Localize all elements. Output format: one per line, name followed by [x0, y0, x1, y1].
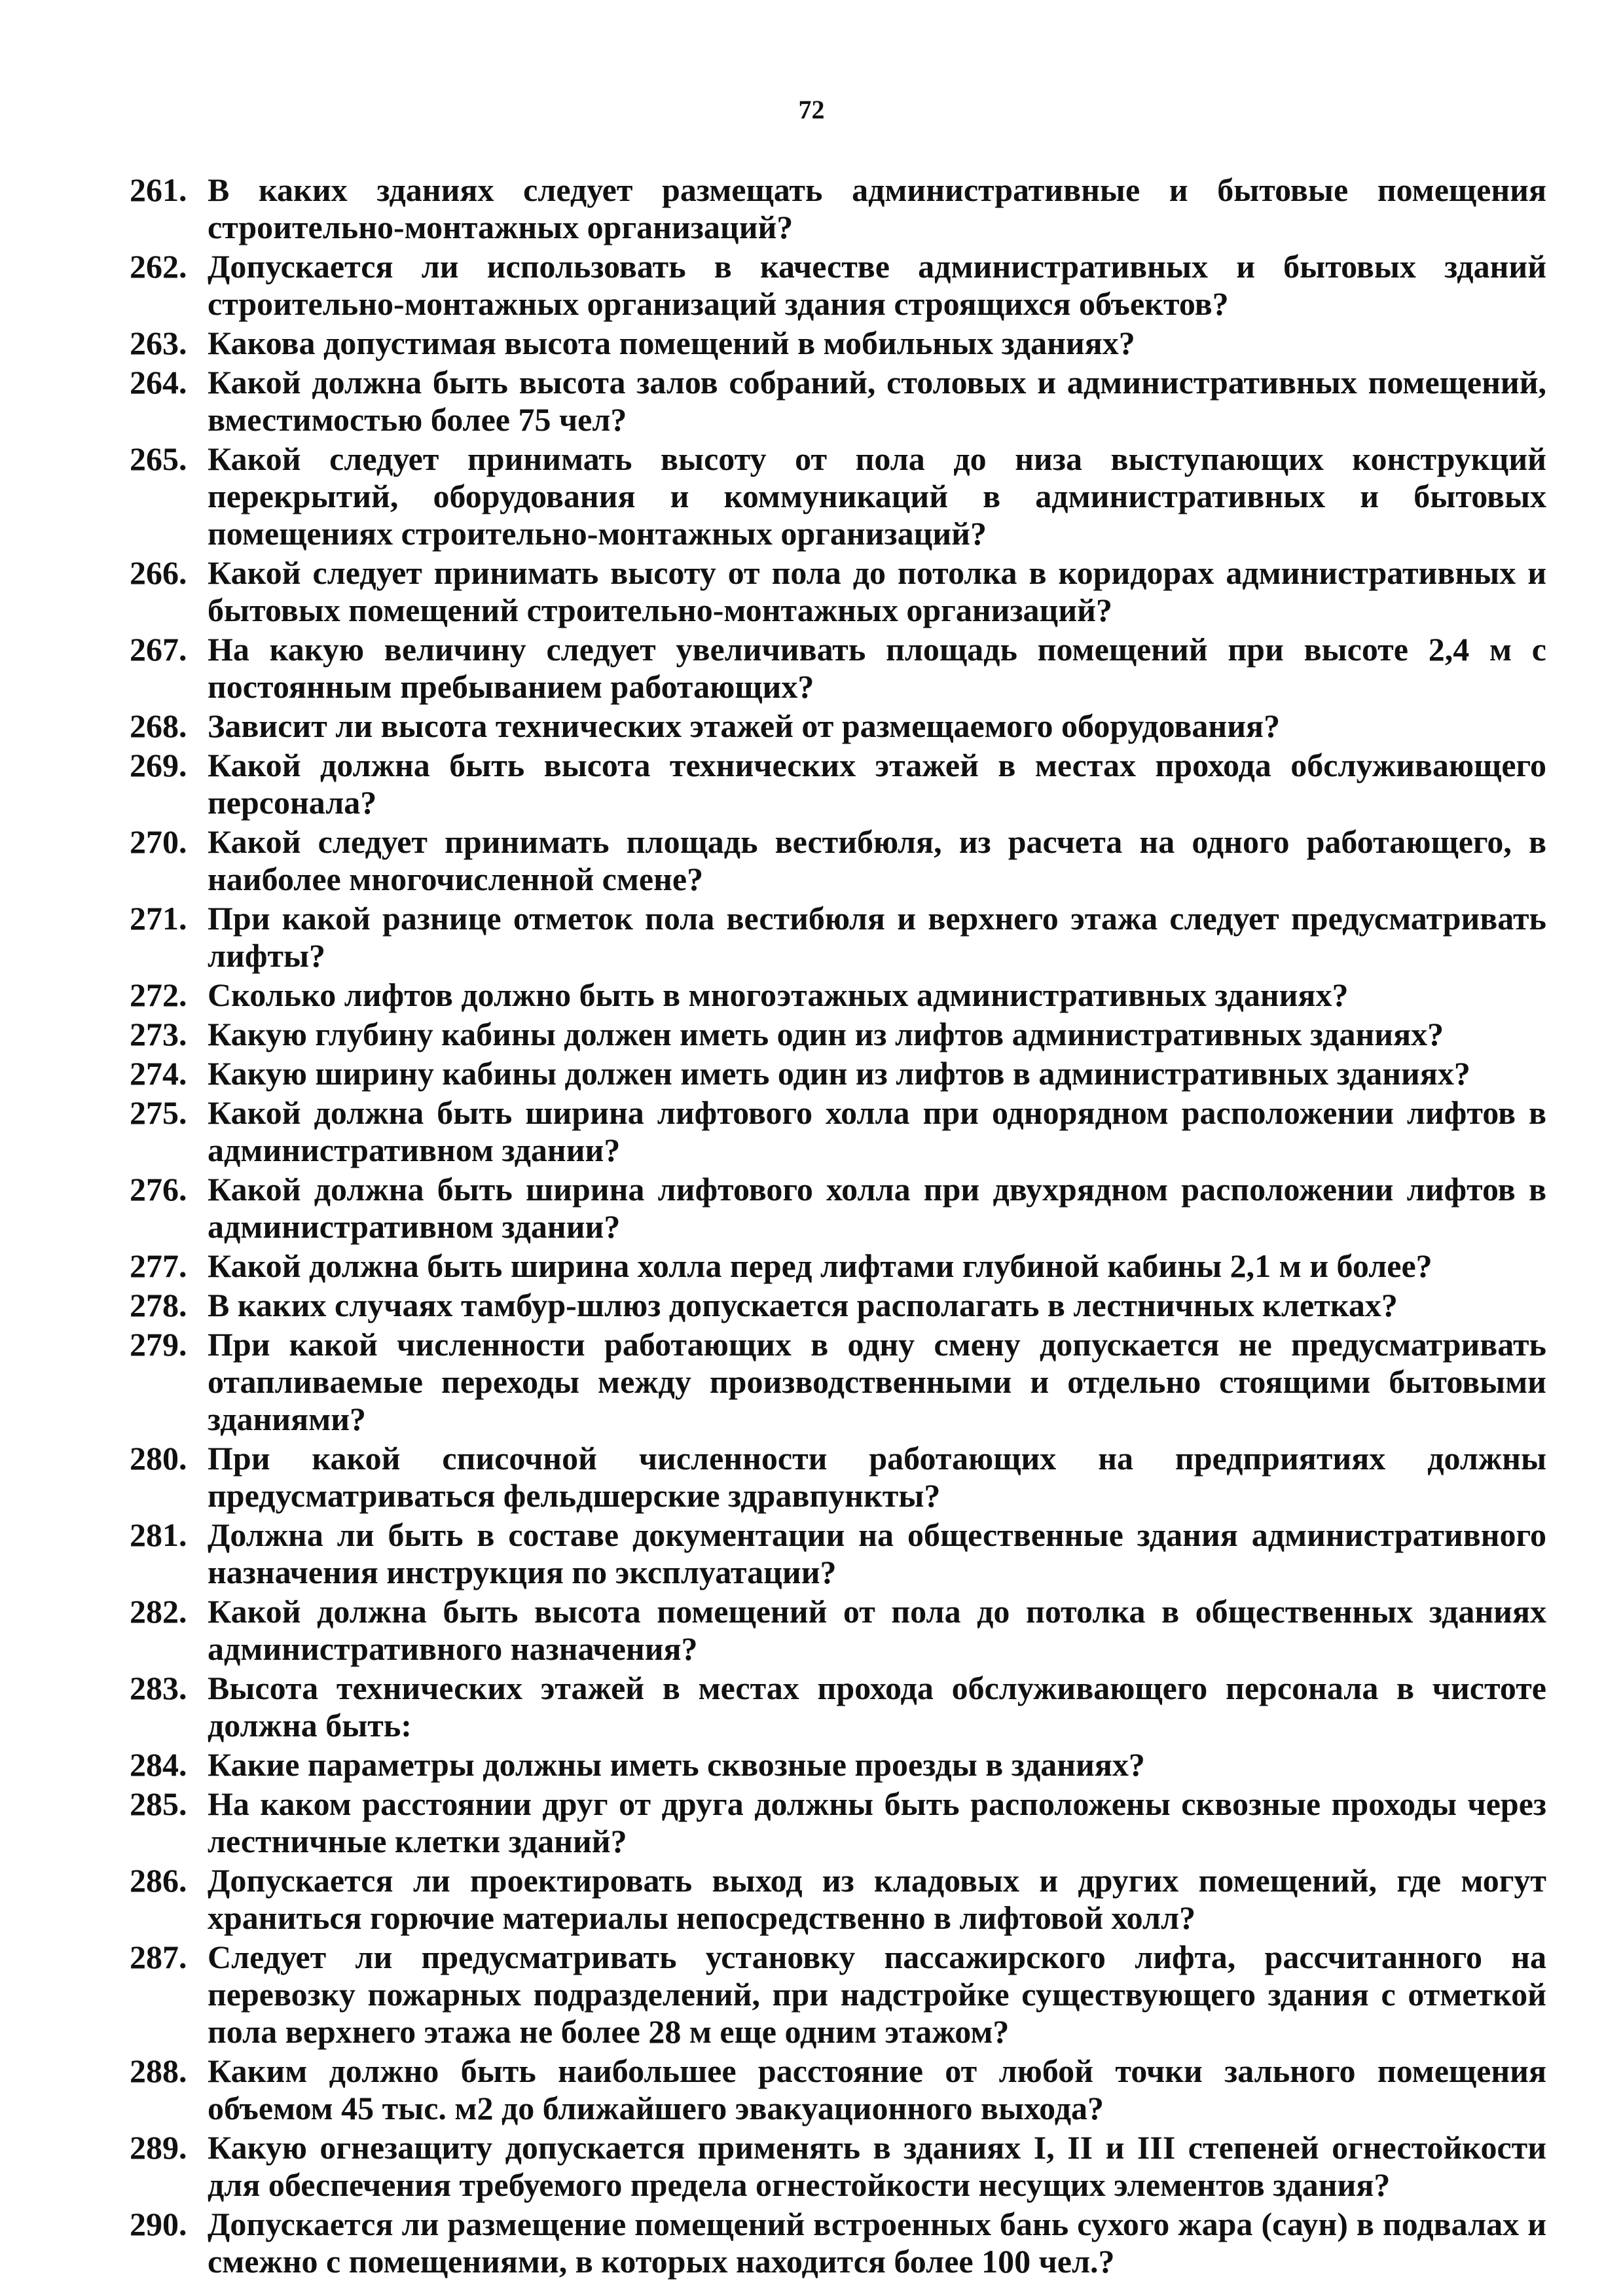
question-number: 280.: [130, 1440, 187, 1477]
question-item: [130, 1016, 1546, 1053]
question-item: [130, 1055, 1546, 1092]
question-text: Какую ширину кабины должен иметь один из лифтов в административных зданиях?: [208, 1055, 1470, 1092]
question-number: 284.: [130, 1746, 187, 1783]
question-item: [130, 440, 1546, 552]
question-number: 288.: [130, 2053, 187, 2089]
question-number: 274.: [130, 1055, 187, 1092]
question-text: Высота технических этажей в местах прохода обслуживающего персонала в чистоте должна быть:: [208, 1670, 1546, 1744]
question-text: Каким должно быть наибольшее расстояние от любой точки зального помещения объемом 45 тыс. м2 до ближайшего эвакуационного выхода?: [208, 2053, 1546, 2126]
question-text: В каких случаях тамбур-шлюз допускается располагать в лестничных клетках?: [208, 1287, 1398, 1323]
question-item: [130, 248, 1546, 323]
question-item: [130, 708, 1546, 745]
question-text: При какой списочной численности работающих на предприятиях должны предусматриваться фельдшерские здравпункты?: [208, 1440, 1546, 1514]
question-text: На какую величину следует увеличивать площадь помещений при высоте 2,4 м с постоянным пребыванием работающих?: [208, 631, 1546, 705]
question-item: [130, 2053, 1546, 2127]
question-number: 262.: [130, 248, 187, 285]
question-item: [130, 1516, 1546, 1591]
question-item: [130, 364, 1546, 439]
question-text: Допускается ли использовать в качестве административных и бытовых зданий строительно-монтажных организаций здания строящихся объектов?: [208, 248, 1546, 322]
question-text: Какую глубину кабины должен иметь один из лифтов административных зданиях?: [208, 1016, 1444, 1052]
question-text: Какой должна быть ширина лифтового холла при двухрядном расположении лифтов в административном здании?: [208, 1171, 1546, 1245]
question-number: 268.: [130, 708, 187, 744]
question-text: На каком расстоянии друг от друга должны быть расположены сквозные проходы через лестничные клетки зданий?: [208, 1785, 1546, 1859]
question-item: [130, 1171, 1546, 1246]
question-number: 276.: [130, 1171, 187, 1208]
question-number: 272.: [130, 977, 187, 1013]
question-item: [130, 1326, 1546, 1438]
question-number: 261.: [130, 171, 187, 208]
question-text: При какой численности работающих в одну смену допускается не предусматривать отапливаемые переходы между производственными и отдельно стоящими бытовыми зданиями?: [208, 1326, 1546, 1437]
question-text: Какие параметры должны иметь сквозные проезды в зданиях?: [208, 1746, 1145, 1783]
question-item: [130, 1746, 1546, 1784]
question-number: 275.: [130, 1094, 187, 1131]
question-number: 267.: [130, 631, 187, 668]
question-item: [130, 1785, 1546, 1860]
question-text: Какой должна быть высота залов собраний, столовых и административных помещений, вместимостью более 75 чел?: [208, 364, 1546, 438]
question-number: 271.: [130, 900, 187, 937]
question-number: 277.: [130, 1247, 187, 1284]
question-item: [130, 900, 1546, 975]
question-number: 266.: [130, 554, 187, 591]
question-item: [130, 1939, 1546, 2051]
question-number: 285.: [130, 1785, 187, 1822]
question-text: Какой должна быть ширина лифтового холла при однорядном расположении лифтов в административном здании?: [208, 1094, 1546, 1168]
question-text: Какой следует принимать высоту от пола до низа выступающих конструкций перекрытий, оборудования и коммуникаций в административных и бытовых помещениях строительно-монтажных организаций?: [208, 440, 1546, 552]
question-number: 289.: [130, 2129, 187, 2166]
question-item: [130, 2129, 1546, 2204]
question-item: [130, 747, 1546, 821]
question-item: [130, 325, 1546, 362]
question-text: Зависит ли высота технических этажей от размещаемого оборудования?: [208, 708, 1281, 744]
question-text: Какой следует принимать высоту от пола до потолка в коридорах административных и бытовых помещений строительно-монтажных организаций?: [208, 554, 1546, 628]
question-number: 287.: [130, 1939, 187, 1975]
question-text: Допускается ли проектировать выход из кладовых и других помещений, где могут храниться горючие материалы непосредственно в лифтовой холл?: [208, 1862, 1546, 1936]
question-text: Какую огнезащиту допускается применять в зданиях I, II и III степеней огнестойкости для обеспечения требуемого предела огнестойкости несущих элементов здания?: [208, 2129, 1546, 2203]
question-item: [130, 171, 1546, 246]
question-number: 279.: [130, 1326, 187, 1363]
question-number: 270.: [130, 823, 187, 860]
question-text: При какой разнице отметок пола вестибюля и верхнего этажа следует предусматривать лифты?: [208, 900, 1546, 974]
question-list: [130, 171, 1546, 2282]
question-number: 264.: [130, 364, 187, 401]
question-number: 263.: [130, 325, 187, 361]
question-number: 269.: [130, 747, 187, 783]
question-text: Какой должна быть высота помещений от пола до потолка в общественных зданиях административного назначения?: [208, 1593, 1546, 1667]
question-item: [130, 1247, 1546, 1285]
question-text: Какой следует принимать площадь вестибюля, из расчета на одного работающего, в наиболее многочисленной смене?: [208, 823, 1546, 897]
question-number: 282.: [130, 1593, 187, 1630]
question-text: Должна ли быть в составе документации на общественные здания административного назначения инструкция по эксплуатации?: [208, 1516, 1546, 1590]
question-number: 283.: [130, 1670, 187, 1706]
question-number: 281.: [130, 1516, 187, 1553]
question-text: Какой должна быть высота технических этажей в местах прохода обслуживающего персонала?: [208, 747, 1546, 821]
question-item: [130, 1094, 1546, 1169]
page-number: 72: [798, 95, 825, 124]
question-item: [130, 823, 1546, 898]
question-text: Сколько лифтов должно быть в многоэтажных административных зданиях?: [208, 977, 1349, 1013]
question-number: 273.: [130, 1016, 187, 1052]
question-number: 286.: [130, 1862, 187, 1899]
question-item: [130, 554, 1546, 629]
question-item: [130, 1593, 1546, 1668]
question-item: [130, 977, 1546, 1014]
question-text: В каких зданиях следует размещать административные и бытовые помещения строительно-монтажных организаций?: [208, 171, 1546, 245]
question-number: 278.: [130, 1287, 187, 1323]
question-item: [130, 2206, 1546, 2280]
question-number: 290.: [130, 2206, 187, 2242]
question-text: Какой должна быть ширина холла перед лифтами глубиной кабины 2,1 м и более?: [208, 1247, 1432, 1284]
question-text: Следует ли предусматривать установку пассажирского лифта, рассчитанного на перевозку пожарных подразделений, при надстройке существующего здания с отметкой пола верхнего этажа не более 28 м еще одним этажом?: [208, 1939, 1546, 2050]
question-item: [130, 631, 1546, 706]
question-item: [130, 1287, 1546, 1324]
question-number: 265.: [130, 440, 187, 477]
question-text: Какова допустимая высота помещений в мобильных зданиях?: [208, 325, 1135, 361]
question-item: [130, 1862, 1546, 1937]
question-text: Допускается ли размещение помещений встроенных бань сухого жара (саун) в подвалах и смежно с помещениями, в которых находится более 100 чел.?: [208, 2206, 1546, 2280]
question-item: [130, 1440, 1546, 1515]
question-item: [130, 1670, 1546, 1744]
